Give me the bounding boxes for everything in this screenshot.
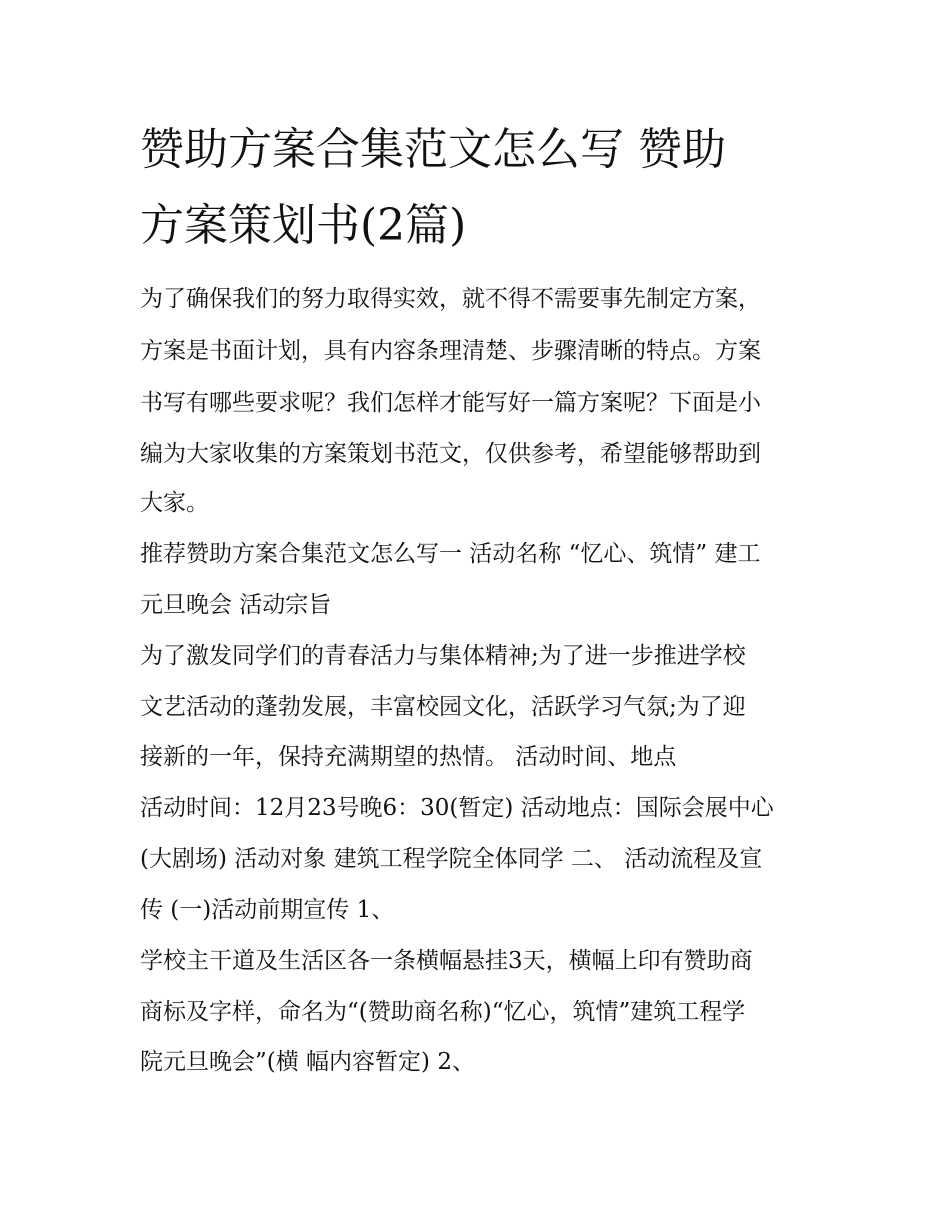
body-line: 院元旦晚会”(横 幅内容暂定) 2、: [140, 1049, 475, 1075]
body-line: 学校主干道及生活区各一条横幅悬挂3天，横幅上印有赞助商: [140, 948, 753, 974]
body-line: (大剧场) 活动对象 建筑工程学院全体同学 二、 活动流程及宣: [140, 846, 763, 872]
body-line: 传 (一)活动前期宣传 1、: [140, 897, 395, 923]
body-line: 为了确保我们的努力取得实效，就不得不需要事先制定方案，: [140, 286, 761, 312]
body-line: 编为大家收集的方案策划书范文，仅供参考，希望能够帮助到: [140, 441, 761, 467]
body-line: 商标及字样，命名为“(赞助商名称)“忆心，筑情”建筑工程学: [140, 999, 746, 1025]
title-line-1: 赞助方案合集范文怎么写 赞助: [140, 124, 726, 175]
document-title: [140, 112, 820, 264]
body-line: 活动时间：12月23号晚6：30(暂定) 活动地点：国际会展中心: [140, 795, 774, 821]
body-line: 大家。: [140, 490, 209, 516]
body-line: 方案是书面计划，具有内容条理清楚、步骤清晰的特点。方案: [140, 338, 761, 364]
body-line: 文艺活动的蓬勃发展，丰富校园文化，活跃学习气氛;为了迎: [140, 694, 746, 720]
title-line-2: 方案策划书(2篇): [140, 200, 467, 251]
body-line: 接新的一年，保持充满期望的热情。 活动时间、地点: [140, 744, 677, 770]
body-line: 元旦晚会 活动宗旨: [140, 592, 332, 618]
body-line: 为了激发同学们的青春活力与集体精神;为了进一步推进学校: [140, 643, 746, 669]
body-line: 推荐赞助方案合集范文怎么写一 活动名称 “忆心、筑情” 建工: [140, 541, 761, 567]
body-line: 书写有哪些要求呢？我们怎样才能写好一篇方案呢？下面是小: [140, 390, 761, 416]
